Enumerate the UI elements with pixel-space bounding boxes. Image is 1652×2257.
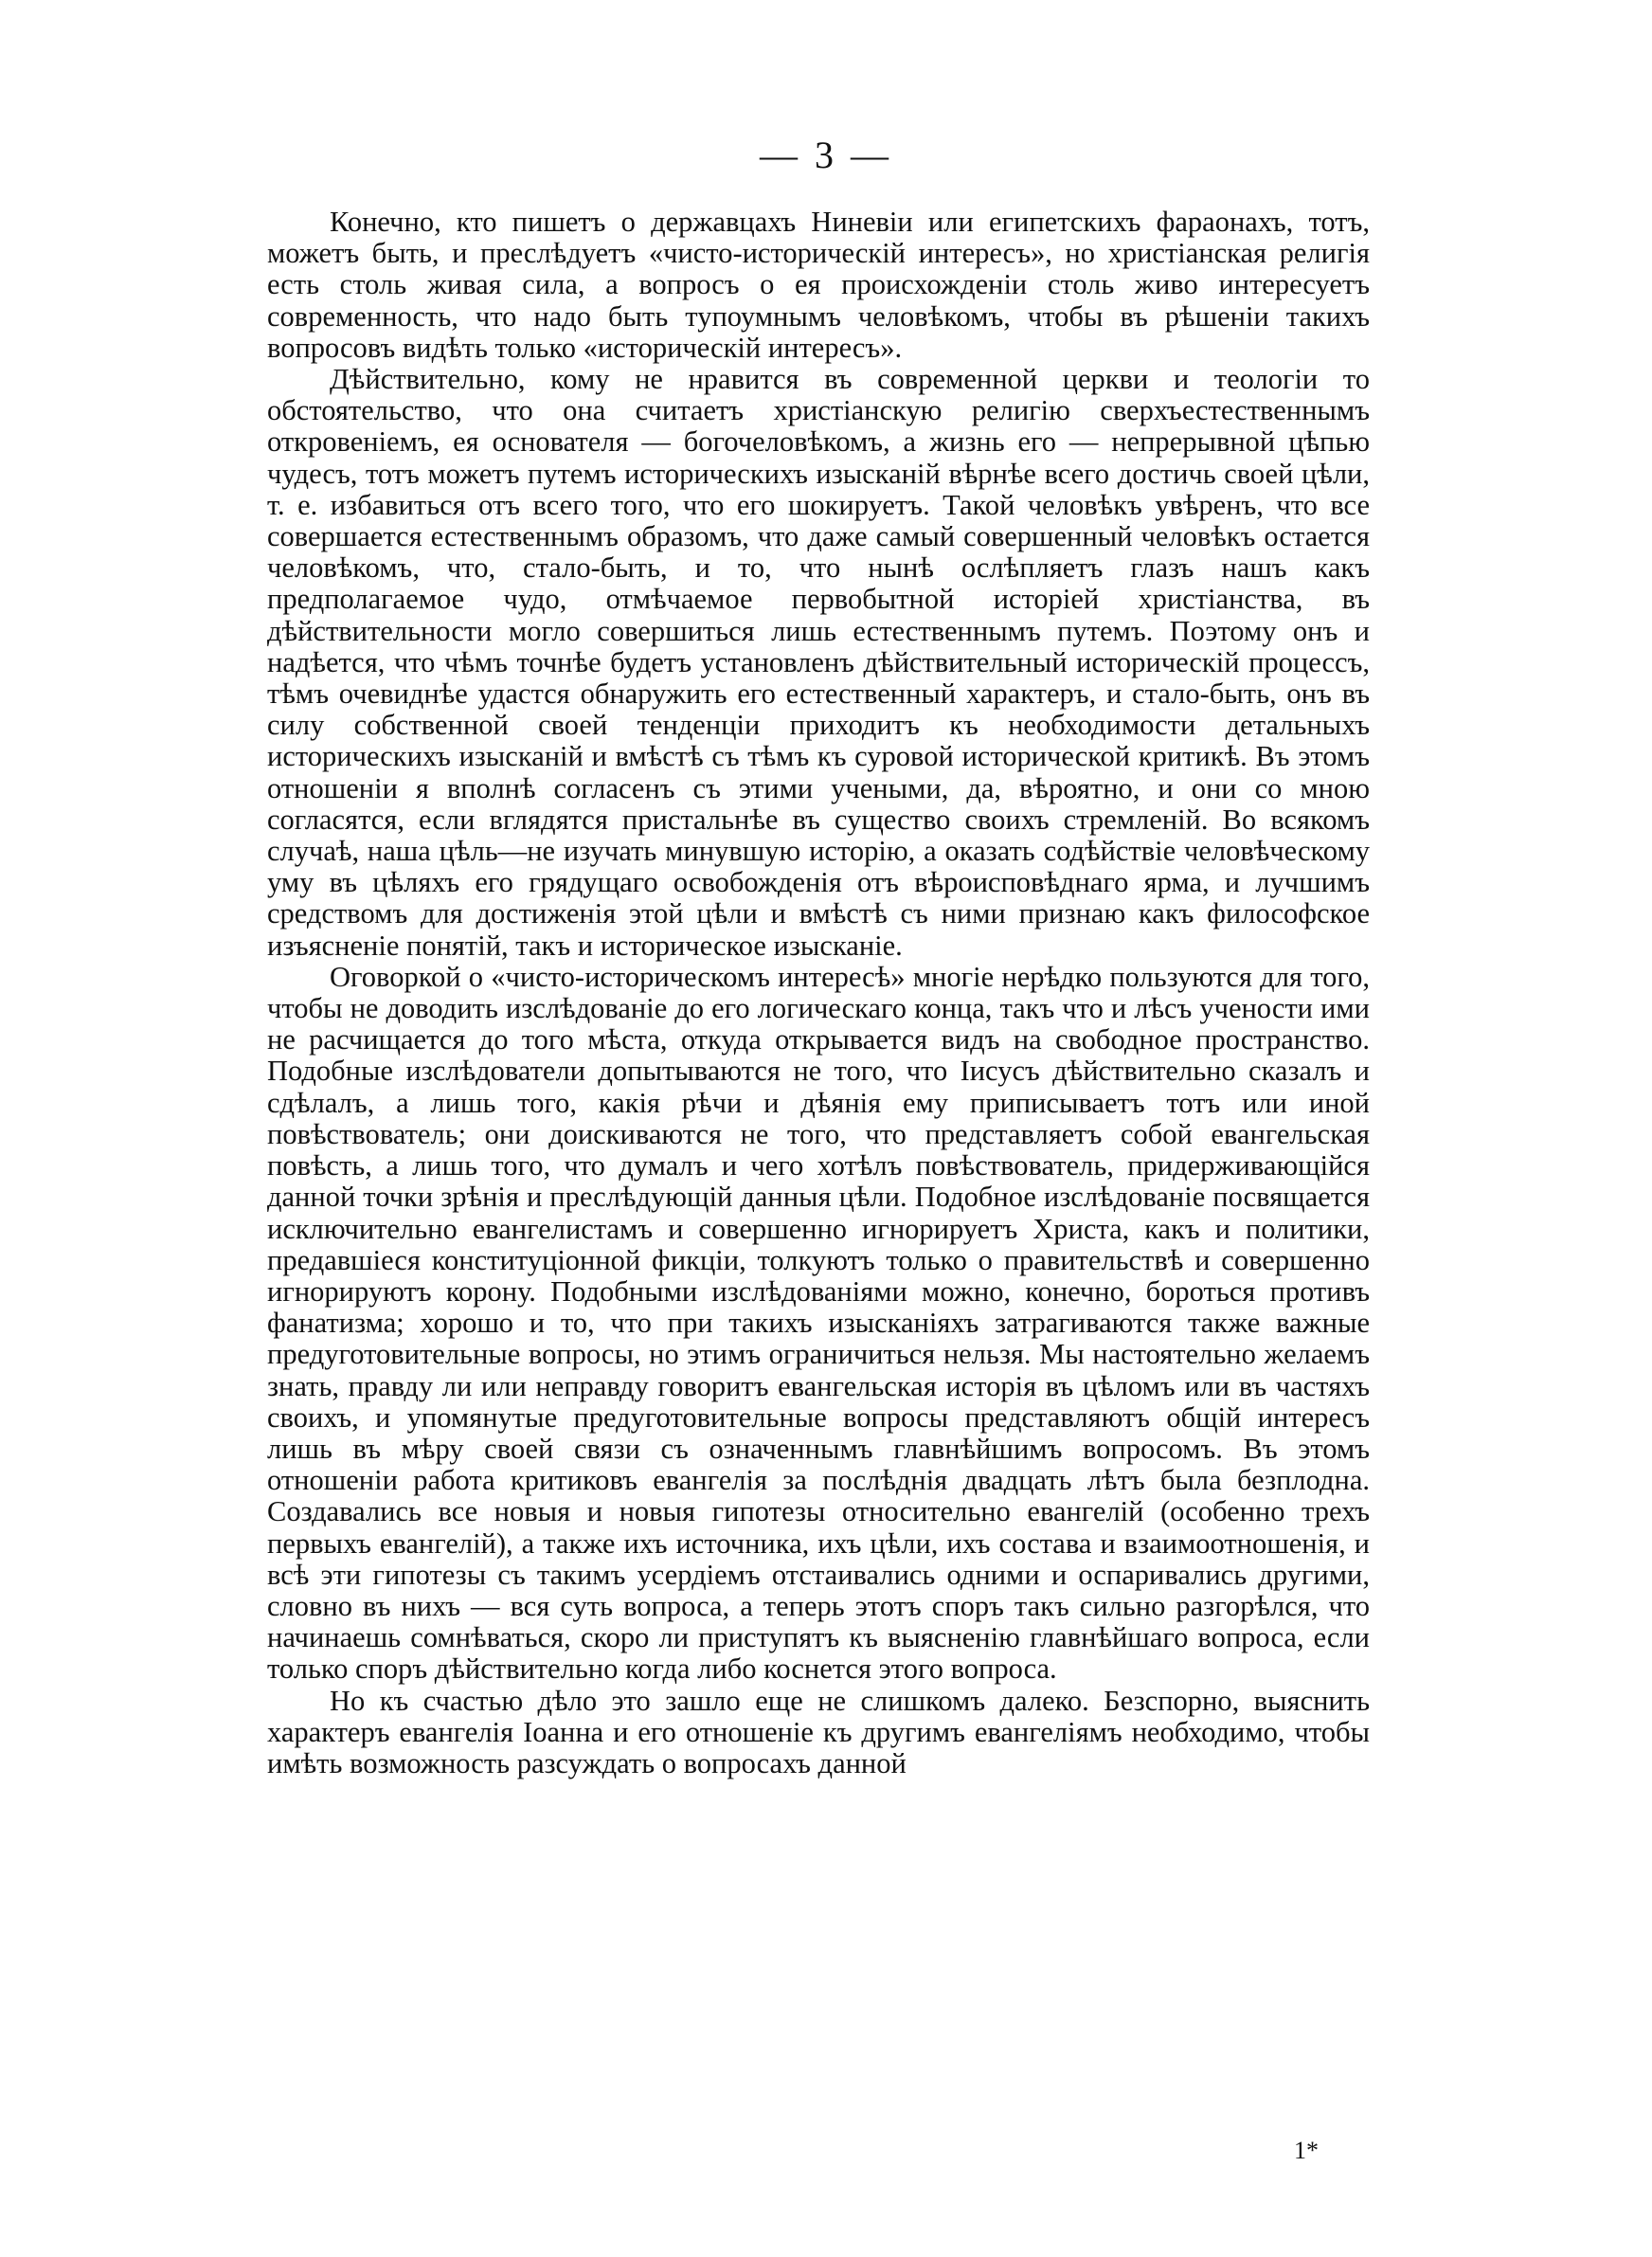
paragraph-3: Оговоркой о «чисто-историческомъ интересѣ» многіе нерѣдко пользуются для того, чтобы не доводить изслѣдованіе до его логическаго конца, такъ что и лѣсъ учености ими не расчищается до того мѣста, откуда открывается видъ на свободное пространство. Подобные изслѣдователи допытываются не того, что Іисусъ дѣйствительно сказалъ и сдѣлалъ, а лишь того, какія рѣчи и дѣянія ему приписываетъ тотъ или иной повѣствователь; они доискиваются не того, что представляетъ собой евангельская повѣсть, а лишь того, что думалъ и чего хотѣлъ повѣствователь, придерживающійся данной точки зрѣнія и преслѣдующій данныя цѣли. Подобное изслѣдованіе посвящается исключительно евангелистамъ и совершенно игнорируетъ Христа, какъ и политики, предавшіеся конституціонной фикціи, толкуютъ только о правительствѣ и совершенно игнорируютъ корону. Подобными изслѣдованіями можно, конечно, бороться противъ фанатизма; хорошо и то, что при такихъ изысканіяхъ затрагиваются также важные предуготовительные вопросы, но этимъ ограничиться нельзя. Мы настоятельно желаемъ знать, правду ли или неправду говоритъ евангельская исторія въ цѣломъ или въ частяхъ своихъ, и упомянутые предуготовительные вопросы представляютъ общій интересъ лишь въ мѣру своей связи съ означеннымъ главнѣйшимъ вопросомъ. Въ этомъ отношеніи работа критиковъ евангелія за послѣднія двадцать лѣтъ была безплодна. Создавались все новыя и новыя гипотезы относительно евангелій (особенно трехъ первыхъ евангелій), а также ихъ источника, ихъ цѣли, ихъ состава и взаимоотношенія, и всѣ эти гипотезы съ такимъ усердіемъ отстаивались одними и оспаривались другими, словно въ нихъ — вся суть вопроса, а теперь этотъ споръ такъ сильно разгорѣлся, что начинаешь сомнѣваться, скоро ли приступятъ къ выясненію главнѣйшаго вопроса, если только споръ дѣйствительно когда либо коснется этого вопроса.: [267, 960, 1370, 1686]
paragraph-1: Конечно, кто пишетъ о державцахъ Ниневіи или египетскихъ фараонахъ, тотъ, можетъ быть, и преслѣдуетъ «чисто-историческій интересъ», но христіанская религія есть столь живая сила, а вопросъ о ея происхожденіи столь живо интересуетъ современность, что надо быть тупоумнымъ человѣкомъ, чтобы въ рѣшеніи такихъ вопросовъ видѣть только «историческій интересъ».: [267, 206, 1370, 364]
page-number: — 3 —: [760, 134, 892, 176]
paragraph-2: Дѣйствительно, кому не нравится въ современной церкви и теологіи то обстоятельство, что она считаетъ христіанскую религію сверхъестественнымъ откровеніемъ, ея основателя — богочеловѣкомъ, а жизнь его — непрерывной цѣпью чудесъ, тотъ можетъ путемъ историческихъ изысканій вѣрнѣе всего достичь своей цѣли, т. е. избавиться отъ всего того, что его шокируетъ. Такой человѣкъ увѣренъ, что все совершается естественнымъ образомъ, что даже самый совершенный человѣкъ остается человѣкомъ, что, стало-быть, и то, что нынѣ ослѣпляетъ глазъ нашъ какъ предполагаемое чудо, отмѣчаемое первобытной исторіей христіанства, въ дѣйствительности могло совершиться лишь естественнымъ путемъ. Поэтому онъ и надѣется, что чѣмъ точнѣе будетъ установленъ дѣйствительный историческій процессъ, тѣмъ очевиднѣе удастся обнаружить его естественный характеръ, и стало-быть, онъ въ силу собственной своей тенденціи приходитъ къ необходимости детальныхъ историческихъ изысканій и вмѣстѣ съ тѣмъ къ суровой исторической критикѣ. Въ этомъ отношеніи я вполнѣ согласенъ съ этими учеными, да, вѣроятно, и они со мною согласятся, если вглядятся пристальнѣе въ существо своихъ стремленій. Во всякомъ случаѣ, наша цѣль—не изучать минувшую исторію, а оказать содѣйствіе человѣческому уму въ цѣляхъ его грядущаго освобожденія отъ вѣроисповѣднаго ярма, и лучшимъ средствомъ для достиженія этой цѣли и вмѣстѣ съ ними признаю какъ философское изъясненіе понятій, такъ и историческое изысканіе.: [267, 363, 1370, 962]
body-text: [267, 207, 1370, 1779]
paragraph-4: Но къ счастью дѣло это зашло еще не слишкомъ далеко. Безспорно, выяснить характеръ евангелія Іоанна и его отношеніе къ другимъ евангеліямъ необходимо, чтобы имѣть возможность разсуждать о вопросахъ данной: [267, 1684, 1370, 1779]
signature-mark: 1*: [1294, 2137, 1319, 2164]
